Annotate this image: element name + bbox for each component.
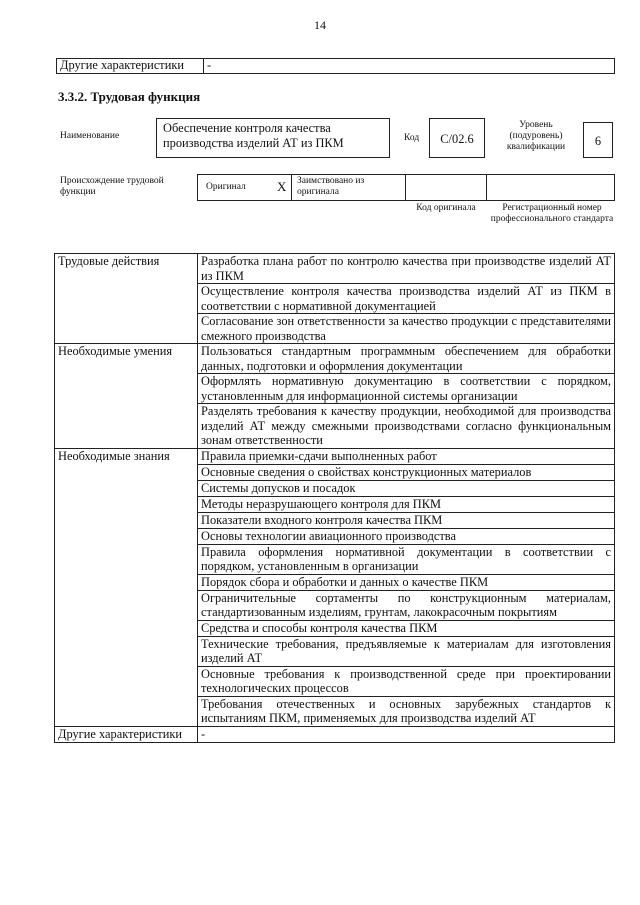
labor-action-item: Разработка плана работ по контролю качества при производстве изделий АТ из ПКМ: [198, 254, 615, 284]
other-characteristics-label: Другие характеристики: [55, 726, 198, 742]
function-name-value: Обеспечение контроля качества производства изделий АТ из ПКМ: [156, 118, 390, 158]
knowledge-item: Порядок сбора и обработки и данных о качестве ПКМ: [198, 574, 615, 590]
knowledge-item: Методы неразрушающего контроля для ПКМ: [198, 496, 615, 512]
table-row: [55, 254, 615, 284]
knowledge-item: Основы технологии авиационного производства: [198, 528, 615, 544]
skill-item: Разделять требования к качеству продукции, необходимой для производства изделий АТ между смежными производствами согласно функциональным зонам ответственности: [198, 404, 615, 449]
knowledge-item: Ограничительные сортаменты по конструкционным материалам, стандартизованным изделиям, грунтам, лакокрасочным покрытиям: [198, 590, 615, 620]
knowledge-item: Основные требования к производственной среде при проектировании технологических процессов: [198, 666, 615, 696]
other-characteristics-value: -: [198, 726, 615, 742]
skill-item: Пользоваться стандартным программным обеспечением для обработки данных, подготовки и оформления документации: [198, 344, 615, 374]
top-other-label: Другие характеристики: [57, 59, 204, 74]
knowledge-item: Правила оформления нормативной документации в соответствии с порядком, установленным в организации: [198, 544, 615, 574]
knowledge-item: Основные сведения о свойствах конструкционных материалов: [198, 464, 615, 480]
labor-action-item: Согласование зон ответственности за качество продукции с представителями смежного производства: [198, 314, 615, 344]
knowledge-item: Правила приемки-сдачи выполненных работ: [198, 448, 615, 464]
table-row: [55, 448, 615, 464]
skills-label: Необходимые умения: [55, 344, 198, 449]
original-mark: X: [277, 179, 287, 194]
level-value: 6: [583, 122, 613, 158]
section-title: 3.3.2. Трудовая функция: [58, 89, 201, 104]
origin-label: Происхождение трудовой функции: [60, 176, 164, 197]
top-other-value: -: [204, 59, 615, 74]
knowledge-item: Системы допусков и посадок: [198, 480, 615, 496]
top-other-characteristics: [56, 58, 615, 74]
level-label: Уровень (подуровень) квалификации: [506, 120, 566, 152]
borrowed-label: Заимствовано из оригинала: [297, 176, 365, 197]
original-label: Оригинал: [206, 182, 246, 192]
labor-action-item: Осуществление контроля качества производства изделий АТ из ПКМ в соответствии с нормативной документацией: [198, 284, 615, 314]
knowledge-item: Показатели входного контроля качества ПКМ: [198, 512, 615, 528]
name-label: Наименование: [60, 131, 120, 141]
knowledge-item: Средства и способы контроля качества ПКМ: [198, 620, 615, 636]
skill-item: Оформлять нормативную документацию в соответствии с порядком, установленным для информационной системы организации: [198, 374, 615, 404]
labor-function-table: [54, 253, 615, 743]
labor-actions-label: Трудовые действия: [55, 254, 198, 344]
page-number: 14: [314, 18, 326, 32]
knowledge-label: Необходимые знания: [55, 448, 198, 726]
function-code-value: C/02.6: [429, 118, 485, 158]
reg-number-label: Регистрационный номер профессионального стандарта: [490, 203, 614, 224]
code-original-label: Код оригинала: [416, 203, 476, 213]
origin-box: [197, 174, 615, 201]
table-row: [55, 344, 615, 374]
code-label: Код: [404, 133, 420, 143]
table-row: [55, 726, 615, 742]
knowledge-item: Требования отечественных и основных зарубежных стандартов к испытаниям ПКМ, применяемых для производства изделий АТ: [198, 696, 615, 726]
knowledge-item: Технические требования, предъявляемые к материалам для изготовления изделий АТ: [198, 636, 615, 666]
